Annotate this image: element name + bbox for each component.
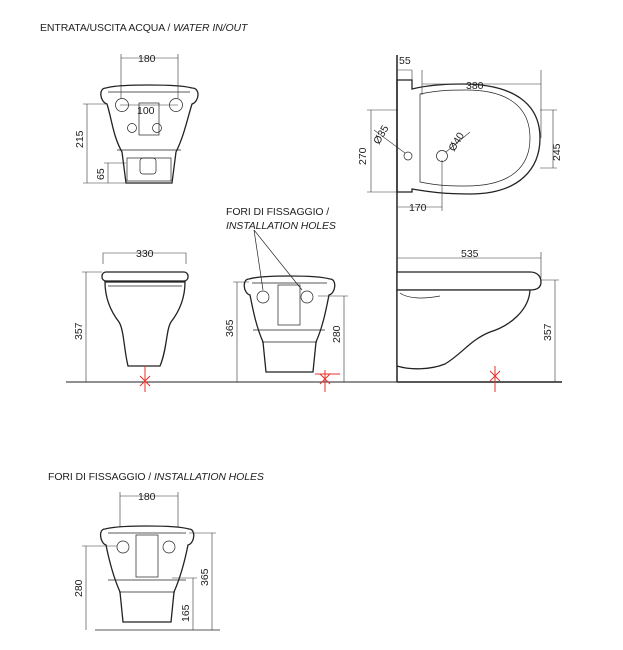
dim-side-length: 535: [461, 248, 479, 260]
dim-rear-top-height: 215: [74, 130, 86, 148]
dim-rear-top-spacing: 100: [137, 105, 155, 117]
dim-front-height: 357: [73, 322, 85, 340]
rear-view-installation: [224, 230, 348, 382]
dim-rear-top-base: 65: [95, 168, 107, 180]
dim-side-height: 357: [542, 323, 554, 341]
front-view: [73, 248, 188, 382]
dim-plan-hole-large: Ø40: [446, 130, 468, 154]
dim-plan-length: 380: [466, 80, 484, 92]
dim-rear-bottom-low: 165: [180, 604, 192, 622]
dim-rear-mid-holes: 280: [331, 325, 343, 343]
side-view-rim: [397, 272, 541, 290]
axis-marker-side: [490, 366, 500, 392]
installation-holes-label-it: FORI DI FISSAGGIO /: [226, 206, 330, 218]
plan-view-outline: [397, 80, 540, 194]
dim-front-width: 330: [136, 248, 154, 260]
dim-plan-depth: 270: [357, 147, 369, 165]
rear-mid-outline: [244, 276, 335, 372]
dim-rear-bottom-holes: 280: [73, 579, 85, 597]
dim-plan-width: 245: [551, 143, 563, 161]
dim-plan-rim: 55: [399, 55, 411, 67]
axis-markers: [140, 366, 500, 392]
rear-view-bottom: [73, 491, 220, 630]
dim-rear-top-width: 180: [138, 53, 156, 65]
side-view: [397, 248, 559, 382]
side-view-bowl: [397, 290, 530, 369]
dim-plan-hole-small: Ø35: [371, 123, 392, 147]
dim-rear-bottom-width: 180: [138, 491, 156, 503]
water-in-out-label-en: WATER IN/OUT: [173, 22, 248, 34]
dim-rear-mid-height: 365: [224, 319, 236, 337]
front-view-seat-rim: [102, 272, 188, 281]
installation-holes-bottom-label-en: INSTALLATION HOLES: [153, 471, 264, 483]
front-view-bowl: [105, 282, 185, 366]
rear-view-outline: [101, 85, 198, 183]
installation-holes-bottom-label-it: FORI DI FISSAGGIO /: [48, 471, 154, 483]
dim-rear-bottom-height: 365: [199, 568, 211, 586]
axis-marker-front: [140, 366, 150, 392]
axis-marker-rear: [320, 370, 330, 392]
water-in-out-label-it: ENTRATA/USCITA ACQUA /: [40, 22, 174, 34]
plan-view: [357, 55, 563, 214]
rear-view-water-in-out: [74, 53, 198, 183]
dim-plan-offset: 170: [409, 202, 427, 214]
installation-holes-label-en: INSTALLATION HOLES: [226, 220, 336, 232]
